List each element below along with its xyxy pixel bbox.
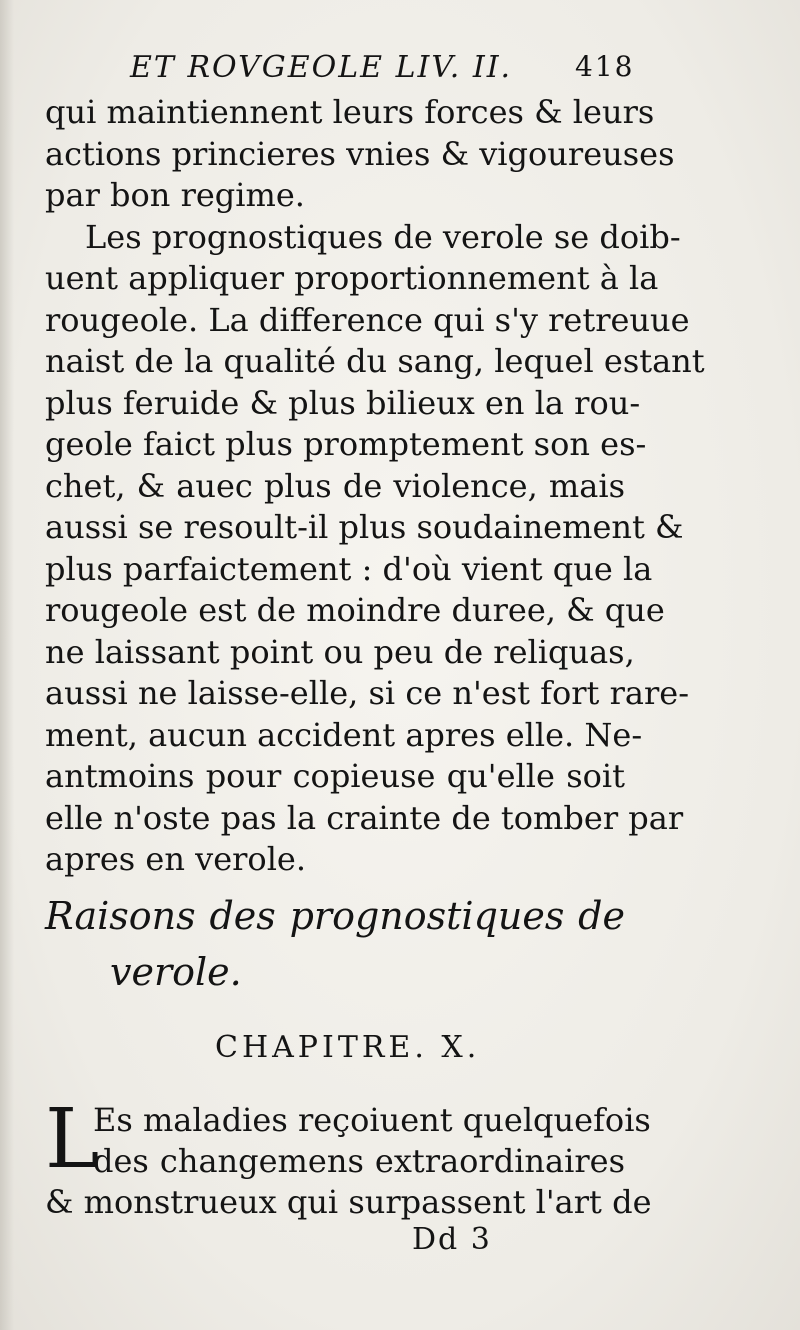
text-line: & monstrueux qui surpassent l'art de <box>45 1183 652 1221</box>
drop-cap: L <box>45 1092 100 1187</box>
text-line: antmoins pour copieuse qu'elle soit <box>45 757 625 795</box>
gutter-shadow <box>0 0 14 1330</box>
opening-paragraph <box>45 1092 652 1223</box>
text-line: plus feruide & plus bilieux en la rou- <box>45 383 641 422</box>
text-line: aussi se resoult-il plus soudainement & <box>45 508 684 546</box>
section-heading-line1: Raisons des prognostiques de <box>45 894 625 938</box>
text-line: uent appliquer proportionnement à la <box>45 259 659 297</box>
text-line: qui maintiennent leurs forces & leurs <box>45 93 655 131</box>
text-line: apres en verole. <box>45 840 307 878</box>
text-line: naist de la qualité du sang, lequel estant <box>45 342 705 380</box>
text-line: chet, & auec plus de violence, mais <box>45 466 625 505</box>
text-line: rougeole. La difference qui s'y retreuue <box>45 300 690 339</box>
running-head <box>130 50 635 90</box>
page-number: 418 <box>575 50 635 83</box>
section-heading <box>45 888 625 1000</box>
signature-mark: Dd 3 <box>412 1222 492 1257</box>
text-line: par bon regime. <box>45 176 305 214</box>
text-line: plus parfaictement : d'où vient que la <box>45 549 653 588</box>
text-line: aussi ne laisse-elle, si ce n'est fort rare- <box>45 674 689 712</box>
text-line: actions princieres vnies & vigoureuses <box>45 134 675 173</box>
text-line: elle n'oste pas la crainte de tomber par <box>45 798 684 837</box>
body-text <box>45 92 705 881</box>
chapter-label: CHAPITRE. X. <box>215 1030 481 1065</box>
text-line: Les prognostiques de verole se doib- <box>85 217 681 256</box>
text-line: des changemens extraordinaires <box>93 1142 625 1180</box>
running-head-title: ET ROVGEOLE LIV. II. <box>130 50 513 85</box>
text-line: geole faict plus promptement son es- <box>45 425 647 463</box>
text-line: ne laissant point ou peu de reliquas, <box>45 632 635 671</box>
section-heading-line2: verole. <box>110 950 242 994</box>
text-line: rougeole est de moindre duree, & que <box>45 591 665 629</box>
text-line: Es maladies reçoiuent quelquefois <box>93 1101 651 1139</box>
text-line: ment, aucun accident apres elle. Ne- <box>45 715 643 754</box>
